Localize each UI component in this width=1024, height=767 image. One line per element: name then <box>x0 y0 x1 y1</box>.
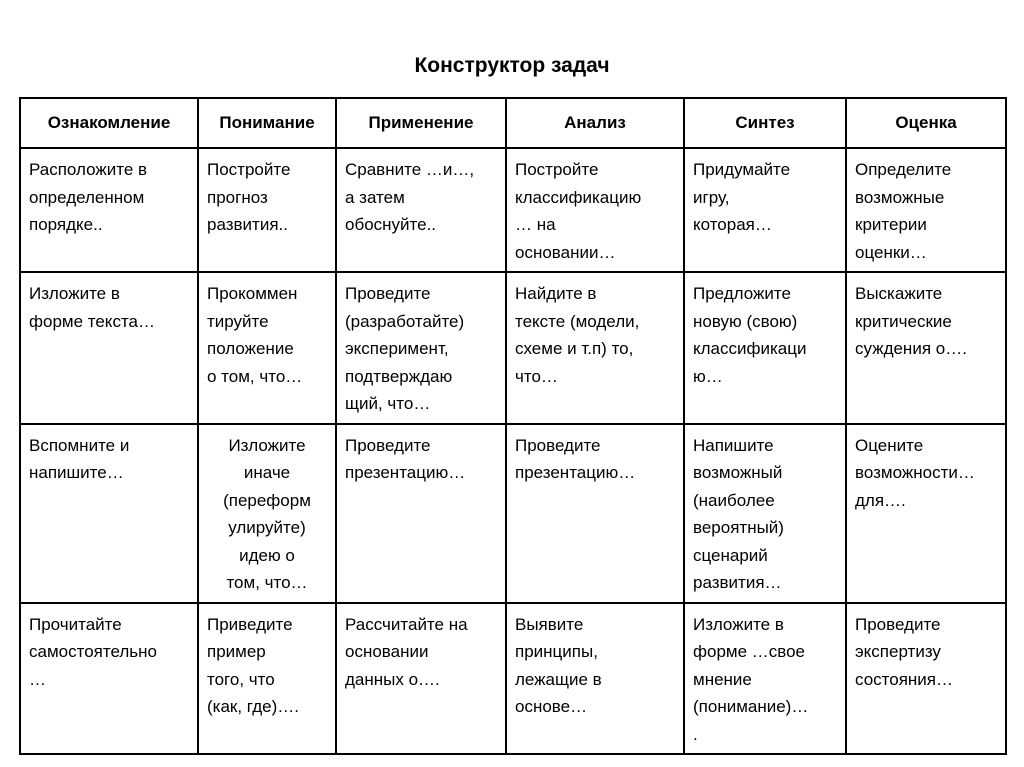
table-row <box>20 603 1006 755</box>
cell-text: Оцените возможности… для…. <box>855 435 975 510</box>
cell-text: Сравните …и…, а затем обоснуйте.. <box>345 160 475 234</box>
table-row <box>20 424 1006 603</box>
table-cell <box>198 424 336 603</box>
cell-text: Прокоммен тируйте положение о том, что… <box>207 284 303 386</box>
table-cell <box>20 272 198 424</box>
table-cell <box>684 424 846 603</box>
table-cell <box>846 424 1006 603</box>
cell-text: Приведите пример того, что (как, где)…. <box>207 614 300 716</box>
cell-text: Проведите (разработайте) эксперимент, подтверждаю щий, что… <box>345 284 465 413</box>
column-header-synthesis: Синтез <box>684 98 846 148</box>
cell-text: Расположите в определенном порядке.. <box>29 160 148 234</box>
column-header-evaluation: Оценка <box>846 98 1006 148</box>
table-cell <box>198 603 336 755</box>
table-cell <box>336 424 506 603</box>
table-header-row <box>20 98 1006 148</box>
cell-text: Изложите в форме текста… <box>29 284 155 331</box>
column-header-understanding: Понимание <box>198 98 336 148</box>
task-constructor-table <box>19 97 1007 755</box>
table-cell <box>506 148 684 272</box>
cell-text: Выявите принципы, лежащие в основе… <box>515 614 602 716</box>
cell-text: Вспомните и напишите… <box>29 435 130 482</box>
table-cell <box>684 148 846 272</box>
page-title: Конструктор задач <box>414 54 610 77</box>
table-cell <box>20 148 198 272</box>
cell-text: Найдите в тексте (модели, схеме и т.п) то, что… <box>515 284 640 386</box>
table-cell <box>846 272 1006 424</box>
cell-text: Определите возможные критерии оценки… <box>855 160 952 262</box>
table-cell <box>198 148 336 272</box>
cell-text: Напишите возможный (наиболее вероятный) сценарий развития… <box>693 435 784 592</box>
table-cell <box>506 424 684 603</box>
column-header-analysis: Анализ <box>506 98 684 148</box>
cell-text: Изложите в форме …свое мнение (понимание)… . <box>693 614 809 744</box>
table-cell <box>20 424 198 603</box>
column-header-familiarization: Ознакомление <box>20 98 198 148</box>
table-cell <box>336 272 506 424</box>
table-row <box>20 148 1006 272</box>
table-cell <box>198 272 336 424</box>
table-cell <box>336 603 506 755</box>
table-cell <box>506 272 684 424</box>
cell-text: Выскажите критические суждения о…. <box>855 284 967 358</box>
cell-text: Проведите экспертизу состояния… <box>855 614 953 689</box>
table-row <box>20 272 1006 424</box>
table-cell <box>20 603 198 755</box>
cell-text: Проведите презентацию… <box>345 435 466 482</box>
cell-text: Прочитайте самостоятельно … <box>29 614 157 689</box>
table-cell <box>846 603 1006 755</box>
table-cell <box>684 272 846 424</box>
table-cell <box>684 603 846 755</box>
cell-text: Придумайте игру, которая… <box>693 160 791 234</box>
cell-text: Постройте классификацию … на основании… <box>515 160 642 262</box>
cell-text: Рассчитайте на основании данных о…. <box>345 614 468 689</box>
cell-text: Предложите новую (свою) классификаци ю… <box>693 284 807 386</box>
cell-text: Изложите иначе (переформ улируйте) идею о том, что… <box>223 435 311 592</box>
cell-text: Проведите презентацию… <box>515 435 636 482</box>
cell-text: Постройте прогноз развития.. <box>207 160 291 234</box>
table-cell <box>506 603 684 755</box>
table-cell <box>336 148 506 272</box>
column-header-application: Применение <box>336 98 506 148</box>
table-cell <box>846 148 1006 272</box>
